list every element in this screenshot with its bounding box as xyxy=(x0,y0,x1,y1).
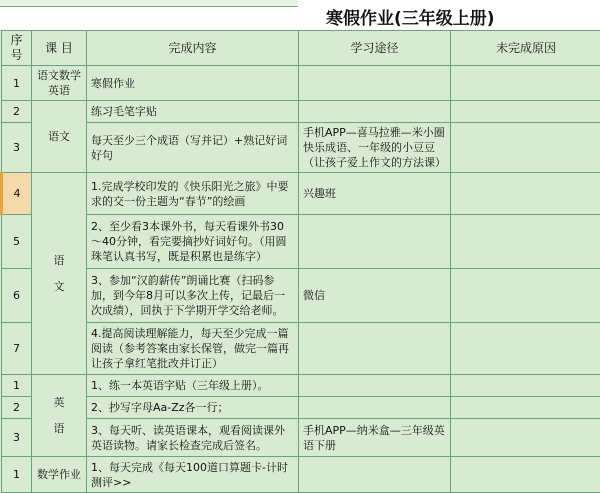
table-row xyxy=(2,397,600,419)
cell-reason[interactable] xyxy=(451,173,600,215)
cell-no[interactable]: 7 xyxy=(2,323,32,375)
cell-reason[interactable] xyxy=(451,269,600,323)
cell-no[interactable]: 1 xyxy=(2,457,32,493)
cell-method[interactable] xyxy=(299,323,451,375)
table-row xyxy=(2,66,600,101)
table-row xyxy=(2,123,600,173)
cell-method[interactable] xyxy=(299,66,451,101)
table-row xyxy=(2,173,600,215)
header-no[interactable]: 序号 xyxy=(2,31,32,66)
cell-content[interactable]: 1.完成学校印发的《快乐阳光之旅》中要求的交一份主题为“春节”的绘画 xyxy=(87,173,299,215)
header-method[interactable]: 学习途径 xyxy=(299,31,451,66)
header-reason[interactable]: 未完成原因 xyxy=(451,31,600,66)
course-char: 语 xyxy=(54,416,65,442)
cell-reason[interactable] xyxy=(451,419,600,457)
cell-no[interactable]: 6 xyxy=(2,269,32,323)
cell-course-yuwen-large[interactable] xyxy=(32,173,87,375)
cell-reason[interactable] xyxy=(451,457,600,493)
cell-no-selected[interactable]: 4 xyxy=(2,173,32,215)
cell-method[interactable] xyxy=(299,457,451,493)
header-row xyxy=(2,31,600,66)
cell-reason[interactable] xyxy=(451,101,600,123)
cell-method[interactable]: 手机APP—纳米盒—三年级英语下册 xyxy=(299,419,451,457)
cell-no[interactable]: 1 xyxy=(2,375,32,397)
cell-reason[interactable] xyxy=(451,215,600,269)
cell-method[interactable]: 兴趣班 xyxy=(299,173,451,215)
table-row xyxy=(2,419,600,457)
course-char: 文 xyxy=(54,274,65,300)
cell-method[interactable] xyxy=(299,101,451,123)
cell-content[interactable]: 每天至少三个成语（写并记）+熟记好词好句 xyxy=(87,123,299,173)
cell-course-yuwen[interactable]: 语文 xyxy=(32,101,87,173)
cell-content[interactable]: 练习毛笔字贴 xyxy=(87,101,299,123)
cell-reason[interactable] xyxy=(451,375,600,397)
cell-content[interactable]: 寒假作业 xyxy=(87,66,299,101)
cell-no[interactable]: 2 xyxy=(2,101,32,123)
cell-method[interactable] xyxy=(299,397,451,419)
sheet-title: 寒假作业(三年级上册) xyxy=(326,4,495,29)
cell-method[interactable]: 微信 xyxy=(299,269,451,323)
cell-reason[interactable] xyxy=(451,397,600,419)
cell-no[interactable]: 3 xyxy=(2,419,32,457)
table-row xyxy=(2,215,600,269)
homework-table xyxy=(0,30,600,493)
cell-reason[interactable] xyxy=(451,66,600,101)
cell-content[interactable]: 4.提高阅读理解能力，每天至少完成一篇阅读（参考答案由家长保管，做完一篇再让孩子拿红笔批改并订正） xyxy=(87,323,299,375)
title-row xyxy=(0,0,600,30)
cell-content[interactable]: 3、每天听、读英语课本，观看阅读课外英语读物。请家长检查完成后签名。 xyxy=(87,419,299,457)
table-row xyxy=(2,101,600,123)
header-content[interactable]: 完成内容 xyxy=(87,31,299,66)
cell-reason[interactable] xyxy=(451,323,600,375)
table-row xyxy=(2,323,600,375)
cell-no[interactable]: 2 xyxy=(2,397,32,419)
cell-content[interactable]: 1、练一本英语字贴（三年级上册）。 xyxy=(87,375,299,397)
top-cell-strip[interactable] xyxy=(0,0,298,7)
cell-content[interactable]: 2、至少看3本课外书，每天看课外书30～40分钟，看完要摘抄好词好句。（用圆珠笔认真书写，既是积累也是练字） xyxy=(87,215,299,269)
cell-content[interactable]: 2、抄写字母Aa-Zz各一行； xyxy=(87,397,299,419)
table-row xyxy=(2,375,600,397)
cell-course[interactable]: 语文数学英语 xyxy=(32,66,87,101)
cell-course-english[interactable] xyxy=(32,375,87,457)
cell-no[interactable]: 3 xyxy=(2,123,32,173)
cell-method[interactable]: 手机APP—喜马拉雅—米小圈快乐成语、一年级的小豆豆（让孩子爱上作文的方法课） xyxy=(299,123,451,173)
cell-content[interactable]: 1、每天完成《每天100道口算题卡-计时测评>> xyxy=(87,457,299,493)
cell-method[interactable] xyxy=(299,215,451,269)
table-row xyxy=(2,269,600,323)
header-course[interactable]: 课 目 xyxy=(32,31,87,66)
cell-no[interactable]: 1 xyxy=(2,66,32,101)
cell-course[interactable]: 数学作业 xyxy=(32,457,87,493)
cell-content[interactable]: 3、参加“汉韵薪传”朗诵比赛（扫码参加，到今年8月可以多次上传，记最后一次成绩），回执于下学期开学交给老师。 xyxy=(87,269,299,323)
course-char: 英 xyxy=(54,390,65,416)
table-row xyxy=(2,457,600,493)
cell-reason[interactable] xyxy=(451,123,600,173)
cell-no[interactable]: 5 xyxy=(2,215,32,269)
cell-method[interactable] xyxy=(299,375,451,397)
course-char: 语 xyxy=(54,248,65,274)
